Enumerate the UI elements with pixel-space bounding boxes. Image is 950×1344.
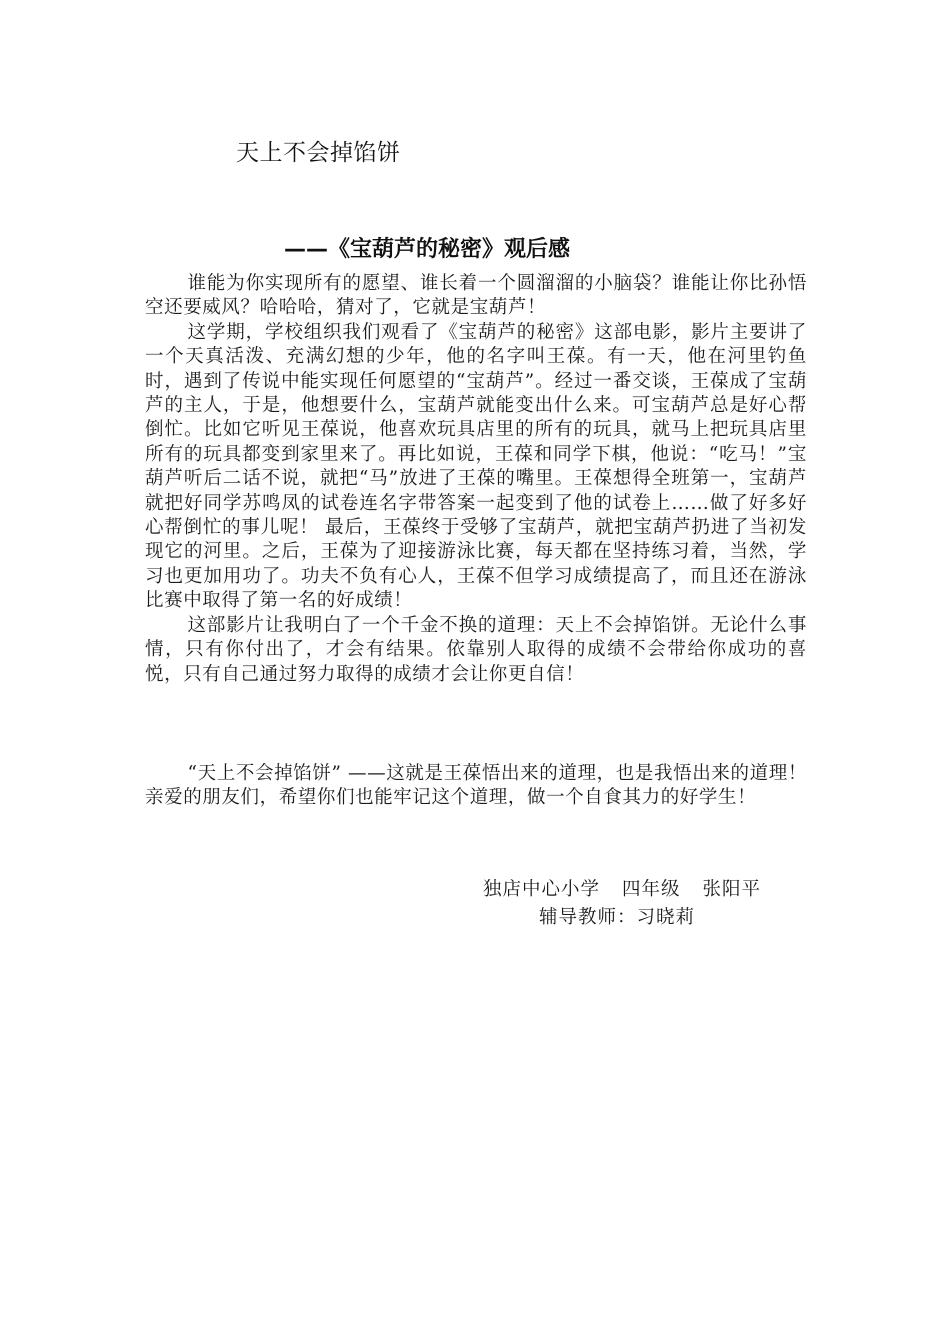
teacher-line: 辅导教师：习晓莉: [539, 907, 696, 928]
article-body: [145, 272, 807, 687]
paragraph-closing: “天上不会掉馅饼” ——这就是王葆悟出来的道理，也是我悟出来的道理！亲爱的朋友们，希望你们也能牢记这个道理，做一个自食其力的好学生！: [145, 763, 807, 809]
grade-label: 四年级: [622, 879, 681, 900]
closing-section: [145, 762, 807, 811]
document-subtitle: ——《宝葫芦的秘密》观后感: [284, 237, 571, 262]
signature-line: [483, 876, 761, 904]
school-name: 独店中心小学: [483, 879, 601, 900]
paragraph-lesson: 这部影片让我明白了一个千金不换的道理：天上不会掉馅饼。无论什么事情，只有你付出了，才会有结果。依靠别人取得的成绩不会带给你成功的喜悦，只有自己通过努力取得的成绩才会让你更自信！: [145, 614, 807, 685]
paragraph-story: 这学期，学校组织我们观看了《宝葫芦的秘密》这部电影，影片主要讲了一个天真活泼、充满幻想的少年，他的名字叫王葆。有一天，他在河里钓鱼时，遇到了传说中能实现任何愿望的“宝葫芦”。经过一番交谈，王葆成了宝葫芦的主人，于是，他想要什么，宝葫芦就能变出什么来。可宝葫芦总是好心帮倒忙。比如它听见王葆说，他喜欢玩具店里的所有的玩具，就马上把玩具店里所有的玩具都变到家里来了。再比如说，王葆和同学下棋，他说：“吃马！”宝葫芦听后二话不说，就把“马”放进了王葆的嘴里。王葆想得全班第一，宝葫芦就把好同学苏鸣凤的试卷连名字带答案一起变到了他的试卷上……做了好多好心帮倒忙的事儿呢！ 最后，王葆终于受够了宝葫芦，就把宝葫芦扔进了当初发现它的河里。之后，王葆为了迎接游泳比赛，每天都在坚持练习着，当然，学习也更加用功了。功夫不负有心人，王葆不但学习成绩提高了，而且还在游泳比赛中取得了第一名的好成绩！: [145, 321, 807, 612]
author-name: 张阳平: [702, 879, 762, 900]
paragraph-intro: 谁能为你实现所有的愿望、谁长着一个圆溜溜的小脑袋？谁能让你比孙悟空还要威风？哈哈哈，猜对了，它就是宝葫芦！: [145, 273, 807, 319]
signature-block: [483, 876, 761, 932]
document-title: 天上不会掉馅饼: [236, 140, 401, 166]
